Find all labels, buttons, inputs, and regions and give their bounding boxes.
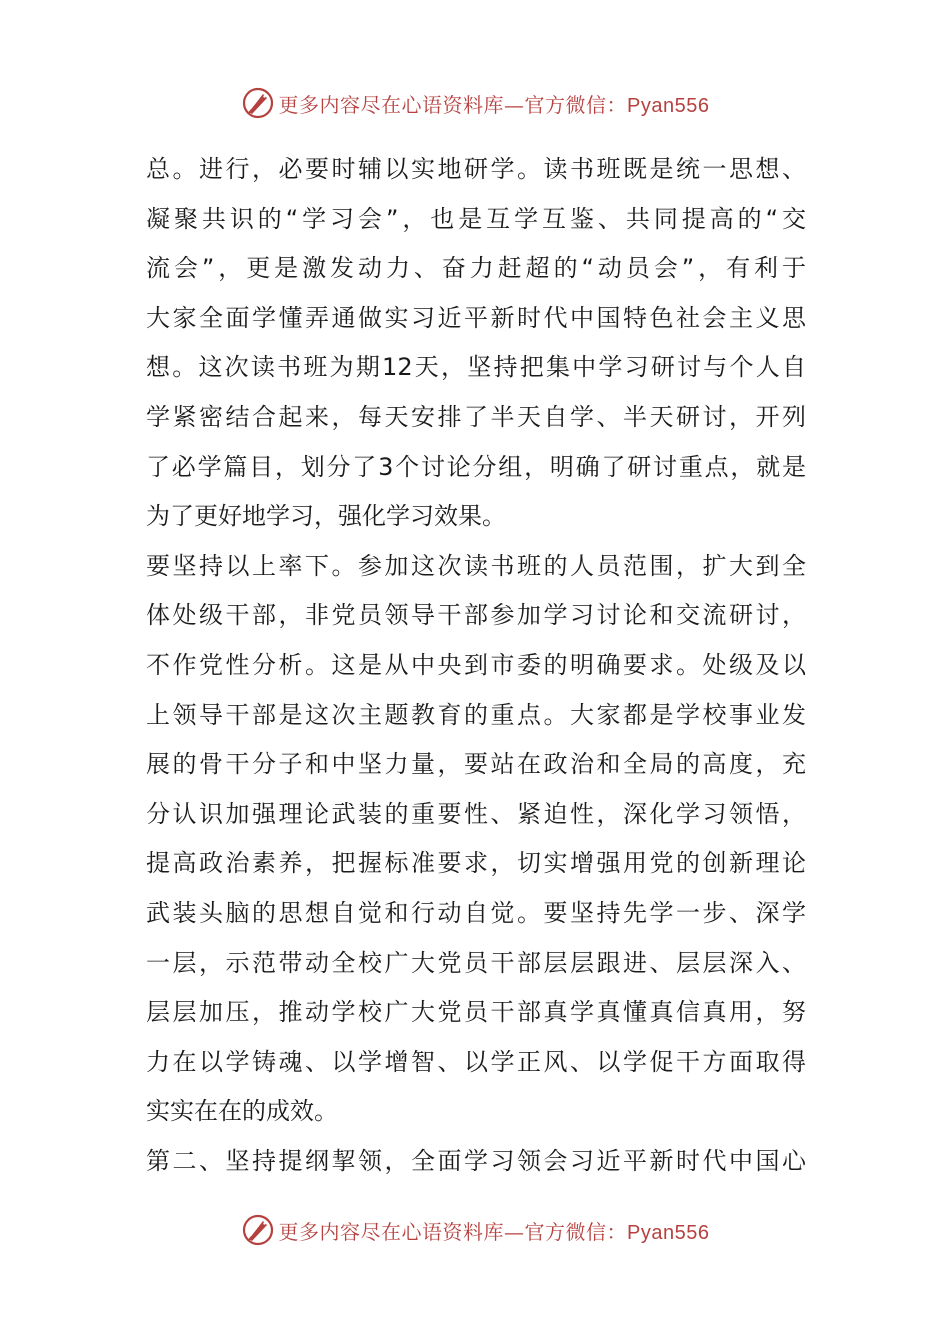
body-line: 要坚持以上率下。参加这次读书班的人员范围，扩大到全 bbox=[146, 551, 806, 580]
footer-banner bbox=[0, 1210, 950, 1250]
body-line: 一层，示范带动全校广大党员干部层层跟进、层层深入、 bbox=[146, 948, 806, 977]
header-wechat-id: Pyan556 bbox=[627, 94, 710, 117]
pen-nib-logo-icon bbox=[241, 86, 275, 120]
header-banner-text bbox=[279, 89, 710, 118]
body-line: 想。这次读书班为期12天，坚持把集中学习研讨与个人自 bbox=[146, 353, 806, 382]
body-line: 学紧密结合起来，每天安排了半天自学、半天研讨，开列 bbox=[146, 402, 806, 431]
footer-separator: — bbox=[504, 1219, 525, 1244]
pen-nib-logo-icon bbox=[241, 1213, 275, 1247]
body-line: 第二、坚持提纲挈领，全面学习领会习近平新时代中国心 bbox=[146, 1146, 806, 1175]
body-line: 不作党性分析。这是从中央到市委的明确要求。处级及以 bbox=[146, 650, 806, 679]
body-line: 实实在在的成效。 bbox=[146, 1097, 338, 1126]
body-line: 大家全面学懂弄通做实习近平新时代中国特色社会主义思 bbox=[146, 303, 806, 332]
body-line: 分认识加强理论武装的重要性、紧迫性，深化学习领悟， bbox=[146, 799, 806, 828]
body-line: 体处级干部，非党员领导干部参加学习讨论和交流研讨， bbox=[146, 601, 806, 630]
footer-wechat-label: 官方微信： bbox=[524, 1219, 628, 1244]
body-line: 武装头脑的思想自觉和行动自觉。要坚持先学一步、深学 bbox=[146, 898, 806, 927]
footer-banner-text bbox=[279, 1216, 710, 1245]
document-body bbox=[146, 145, 806, 1186]
body-line: 了必学篇目，划分了3个讨论分组，明确了研讨重点，就是 bbox=[146, 452, 806, 481]
body-line: 层层加压，推动学校广大党员干部真学真懂真信真用，努 bbox=[146, 998, 806, 1027]
header-banner bbox=[0, 83, 950, 123]
header-separator: — bbox=[504, 92, 525, 117]
footer-site-name: 更多内容尽在心语资料库 bbox=[278, 1219, 505, 1244]
header-wechat-label: 官方微信： bbox=[524, 92, 628, 117]
body-line: 流会”，更是激发动力、奋力赶超的“动员会”，有利于 bbox=[146, 254, 806, 283]
body-line: 为了更好地学习，强化学习效果。 bbox=[146, 502, 506, 531]
body-line: 提高政治素养，把握标准要求，切实增强用党的创新理论 bbox=[146, 849, 806, 878]
body-line: 凝聚共识的“学习会”，也是互学互鉴、共同提高的“交 bbox=[146, 204, 806, 233]
body-line: 上领导干部是这次主题教育的重点。大家都是学校事业发 bbox=[146, 700, 806, 729]
body-line: 力在以学铸魂、以学增智、以学正风、以学促干方面取得 bbox=[146, 1047, 806, 1076]
body-line: 总。进行，必要时辅以实地研学。读书班既是统一思想、 bbox=[146, 155, 806, 183]
footer-wechat-id: Pyan556 bbox=[627, 1221, 710, 1244]
body-line: 展的骨干分子和中坚力量，要站在政治和全局的高度，充 bbox=[146, 750, 806, 779]
header-site-name: 更多内容尽在心语资料库 bbox=[278, 92, 505, 117]
